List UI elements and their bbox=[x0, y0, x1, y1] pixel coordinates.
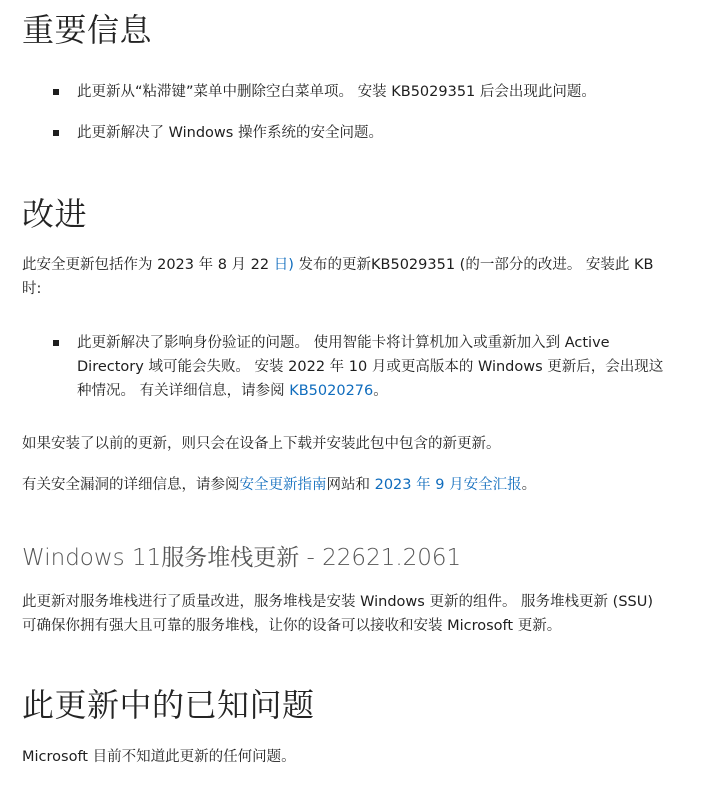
kb5020276-link[interactable]: KB5020276 bbox=[289, 383, 374, 399]
improvement-bullet-line-2: Directory 域可能会失败。 安装 2022 年 10 月或更高版本的 Windows 更新后，会出现这 bbox=[77, 359, 664, 375]
servicing-text-line-2: 可确保你拥有强大且可靠的服务堆栈，让你的设备可以接收和安装 Microsoft 更新。 bbox=[22, 618, 562, 634]
heading-improvements: 改进 bbox=[22, 195, 88, 233]
previous-updates-note: 如果安装了以前的更新，则只会在设备上下载并安装此包中包含的新更新。 bbox=[22, 436, 501, 452]
note-text-a: 有关安全漏洞的详细信息，请参阅 bbox=[22, 477, 240, 493]
improvement-bullet-line-3 bbox=[77, 379, 388, 403]
note-text-c: 。 bbox=[521, 477, 537, 493]
important-bullet-2: 此更新解决了 Windows 操作系统的安全问题。 bbox=[77, 125, 383, 141]
improvements-intro bbox=[22, 253, 654, 277]
intro-text-a: 此安全更新包括作为 2023 年 8 月 22 bbox=[22, 257, 274, 273]
security-bulletin-link[interactable]: 2023 年 9 月安全汇报 bbox=[374, 477, 522, 493]
bullet-marker bbox=[53, 89, 59, 95]
security-info-note bbox=[22, 473, 536, 497]
known-issues-text: Microsoft 目前不知道此更新的任何问题。 bbox=[22, 749, 296, 765]
security-guide-link[interactable]: 安全更新指南 bbox=[239, 477, 327, 493]
bullet-text-end: 。 bbox=[373, 383, 388, 399]
improvements-intro-continued: 时: bbox=[22, 281, 42, 297]
note-text-b: 网站和 bbox=[326, 477, 375, 493]
important-bullet-1: 此更新从“粘滞键”菜单中删除空白菜单项。 安装 KB5029351 后会出现此问题。 bbox=[77, 84, 596, 100]
bullet-marker bbox=[53, 130, 59, 136]
servicing-text-line-1: 此更新对服务堆栈进行了质量改进，服务堆栈是安装 Windows 更新的组件。 服务堆栈更新 (SSU) bbox=[22, 594, 653, 610]
intro-text-b: 发布的更新KB5029351 (的一部分的改进。 安装此 KB bbox=[293, 257, 654, 273]
bullet-marker bbox=[53, 340, 59, 346]
heading-known-issues: 此更新中的已知问题 bbox=[22, 686, 315, 724]
intro-date-link[interactable]: 日) bbox=[273, 257, 294, 273]
heading-important: 重要信息 bbox=[22, 11, 153, 49]
improvement-bullet-line-1: 此更新解决了影响身份验证的问题。 使用智能卡将计算机加入或重新加入到 Active bbox=[77, 335, 610, 351]
bullet-text: 种情况。 有关详细信息，请参阅 bbox=[77, 383, 290, 399]
heading-servicing-stack: Windows 11服务堆栈更新 - 22621.2061 bbox=[22, 545, 462, 571]
